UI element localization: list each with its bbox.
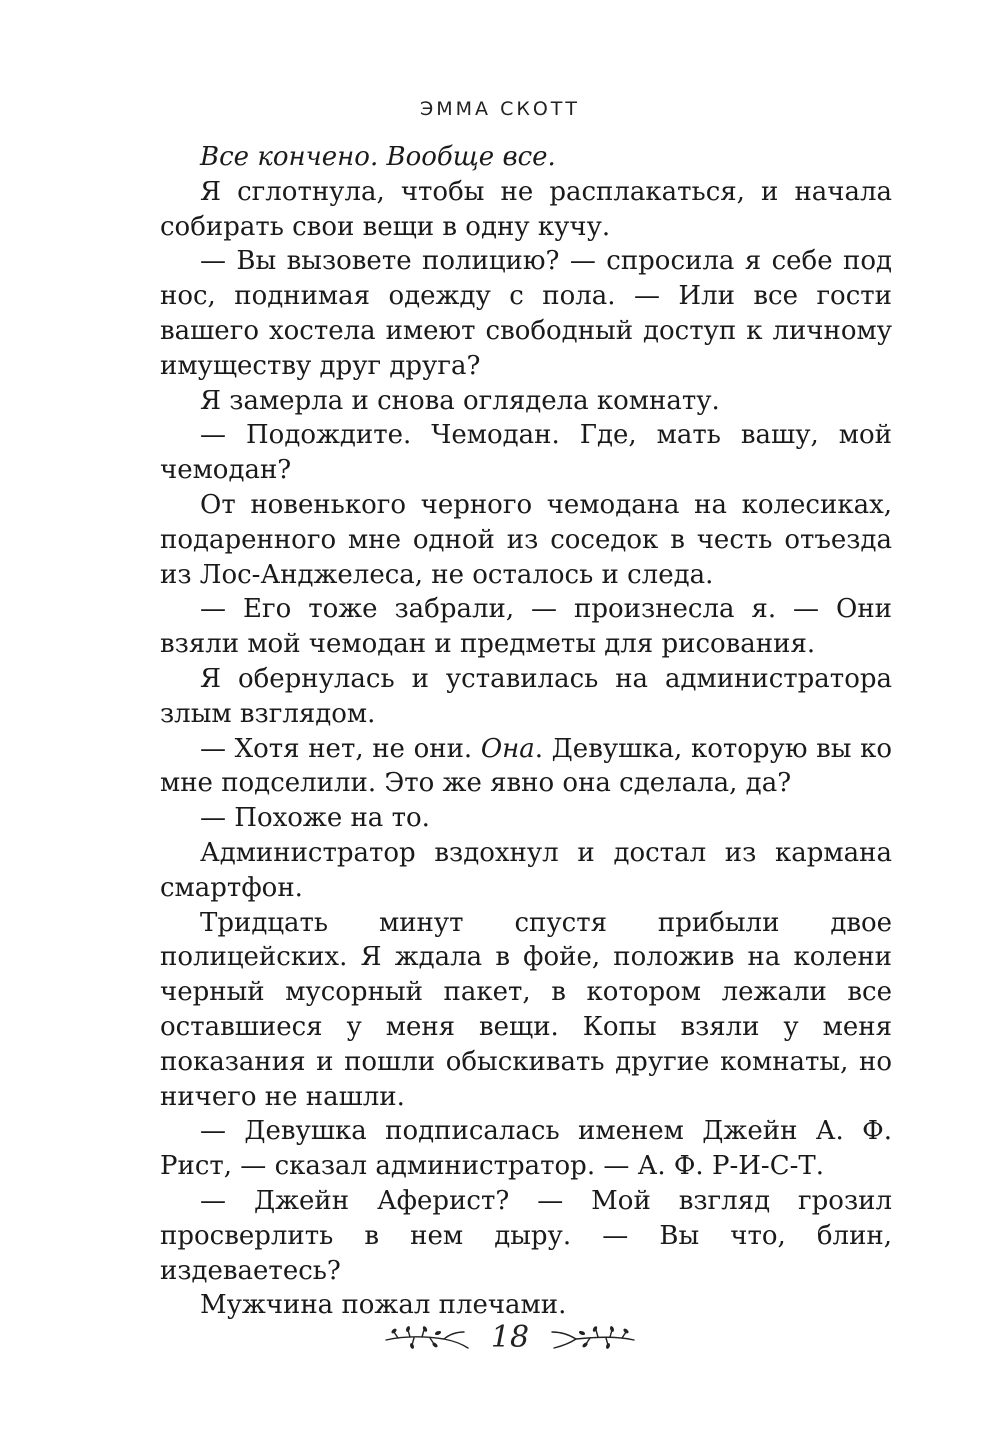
- running-head: ЭММА СКОТТ: [419, 98, 580, 120]
- paragraph: Я обернулась и уставилась на администратора злым взглядом.: [160, 663, 892, 729]
- paragraph: Я сглотнула, чтобы не расплакаться, и начала собирать свои вещи в одну кучу.: [160, 176, 892, 242]
- floral-vine-left-icon: [384, 1324, 470, 1354]
- page-footer: [0, 1318, 1000, 1362]
- paragraph: От новенького черного чемодана на колесиках, подаренного мне одной из соседок в честь отъезда из Лос-Анджелеса, не осталось и следа.: [160, 489, 892, 590]
- page-number: 18: [490, 1320, 530, 1355]
- body-text: [160, 140, 892, 1323]
- paragraph: Все кончено. Вообще все.: [200, 142, 556, 172]
- paragraph: Мужчина пожал плечами.: [200, 1290, 567, 1321]
- paragraph: — Девушка подписалась именем Джейн А. Ф. Рист, — сказал администратор. — А. Ф. Р-И-С-Т.: [160, 1116, 892, 1182]
- paragraph: — Его тоже забрали, — произнесла я. — Они взяли мой чемодан и предметы для рисования.: [160, 594, 892, 660]
- paragraph: — Подождите. Чемодан. Где, мать вашу, мой чемодан?: [160, 420, 892, 486]
- floral-vine-right-icon: [550, 1324, 636, 1354]
- paragraph: — Хотя нет, не они. Она. Девушка, которую вы ко мне подселили. Это же явно она сделала, да?: [160, 733, 892, 799]
- paragraph: Тридцать минут спустя прибыли двое полицейских. Я ждала в фойе, положив на колени черный мусорный пакет, в котором лежали все оставшиеся у меня вещи. Копы взяли у меня показания и пошли обыскивать другие комнаты, но ничего не нашли.: [160, 907, 892, 1112]
- paragraph: Администратор вздохнул и достал из кармана смартфон.: [160, 837, 892, 903]
- paragraph: — Похоже на то.: [200, 803, 430, 834]
- paragraph: — Вы вызовете полицию? — спросила я себе под нос, поднимая одежду с пола. — Или все гости вашего хостела имеют свободный доступ к личному имуществу друг друга?: [160, 246, 892, 381]
- paragraph: Я замерла и снова оглядела комнату.: [200, 385, 720, 416]
- paragraph: — Джейн Аферист? — Мой взгляд грозил просверлить в нем дыру. — Вы что, блин, издеваетесь?: [160, 1185, 892, 1286]
